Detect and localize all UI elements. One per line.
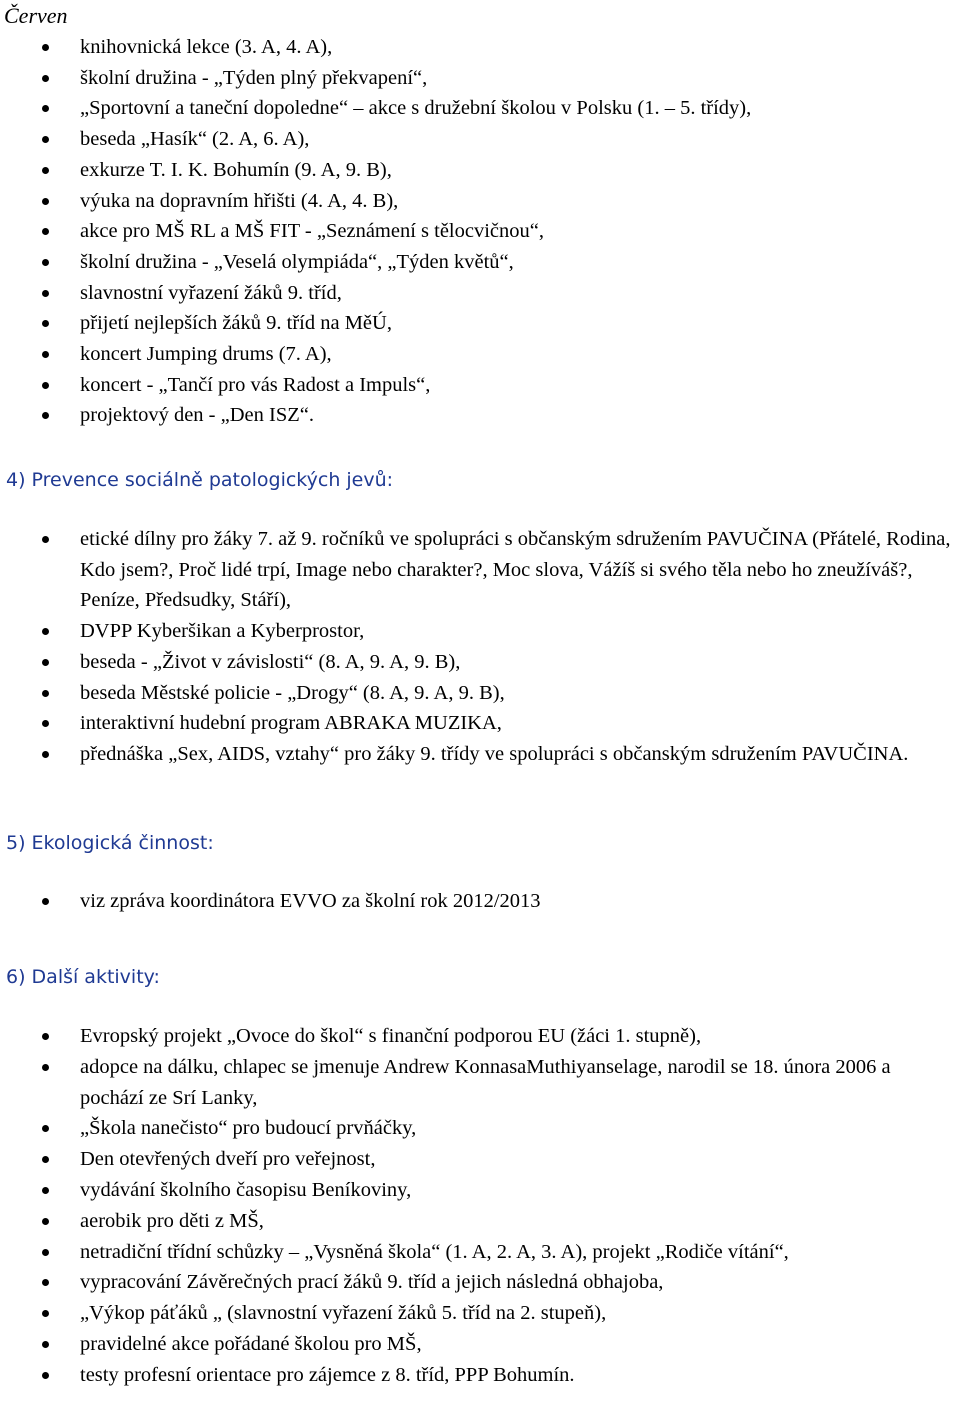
list-item: slavnostní vyřazení žáků 9. tříd, — [0, 278, 960, 309]
list-item: Den otevřených dveří pro veřejnost, — [0, 1144, 960, 1175]
list-item: „Výkop páťáků „ (slavnostní vyřazení žáků 5. tříd na 2. stupeň), — [0, 1298, 960, 1329]
list-item: knihovnická lekce (3. A, 4. A), — [0, 32, 960, 63]
section-heading-prevence: 4) Prevence sociálně patologických jevů: — [6, 469, 394, 491]
list-item: viz zpráva koordinátora EVVO za školní rok 2012/2013 — [0, 886, 960, 917]
list-item: „Škola nanečisto“ pro budoucí prvňáčky, — [0, 1113, 960, 1144]
list-item: interaktivní hudební program ABRAKA MUZIKA, — [0, 708, 960, 739]
list-item: beseda Městské policie - „Drogy“ (8. A, 9. A, 9. B), — [0, 678, 960, 709]
list-item: akce pro MŠ RL a MŠ FIT - „Seznámení s tělocvičnou“, — [0, 216, 960, 247]
list-item: pravidelné akce pořádané školou pro MŠ, — [0, 1329, 960, 1360]
list-item: etické dílny pro žáky 7. až 9. ročníků ve spolupráci s občanským sdružením PAVUČINA (Přátelé, Rodina, Kdo jsem?, Proč lidé trpí, Image nebo charakter?, Moc slova, Vážíš si svého těla nebo ho zneužíváš?, Peníze, Předsudky, Stáří), — [0, 524, 960, 616]
list-item: exkurze T. I. K. Bohumín (9. A, 9. B), — [0, 155, 960, 186]
section-heading-ekologicka: 5) Ekologická činnost: — [6, 832, 214, 854]
dalsi-list — [0, 1021, 960, 1391]
list-item: koncert - „Tančí pro vás Radost a Impuls“, — [0, 370, 960, 401]
ekologicka-list — [0, 886, 960, 917]
list-item: beseda „Hasík“ (2. A, 6. A), — [0, 124, 960, 155]
list-item: přednáška „Sex, AIDS, vztahy“ pro žáky 9. třídy ve spolupráci s občanským sdružením PAVUČINA. — [0, 739, 960, 770]
list-item: projektový den - „Den ISZ“. — [0, 400, 960, 431]
list-item: „Sportovní a taneční dopoledne“ – akce s družební školou v Polsku (1. – 5. třídy), — [0, 93, 960, 124]
prevence-list — [0, 524, 960, 770]
cerven-list — [0, 32, 960, 431]
list-item: beseda - „Život v závislosti“ (8. A, 9. A, 9. B), — [0, 647, 960, 678]
list-item: adopce na dálku, chlapec se jmenuje Andrew KonnasaMuthiyanselage, narodil se 18. února 2006 a pochází ze Srí Lanky, — [0, 1052, 960, 1114]
list-item: Evropský projekt „Ovoce do škol“ s finanční podporou EU (žáci 1. stupně), — [0, 1021, 960, 1052]
list-item: školní družina - „Veselá olympiáda“, „Týden květů“, — [0, 247, 960, 278]
list-item: testy profesní orientace pro zájemce z 8. tříd, PPP Bohumín. — [0, 1360, 960, 1391]
list-item: netradiční třídní schůzky – „Vysněná škola“ (1. A, 2. A, 3. A), projekt „Rodiče vítání“, — [0, 1237, 960, 1268]
list-item: aerobik pro děti z MŠ, — [0, 1206, 960, 1237]
section-heading-dalsi: 6) Další aktivity: — [6, 966, 160, 988]
list-item: přijetí nejlepších žáků 9. tříd na MěÚ, — [0, 308, 960, 339]
list-item: vypracování Závěrečných prací žáků 9. tříd a jejich následná obhajoba, — [0, 1267, 960, 1298]
list-item: výuka na dopravním hřišti (4. A, 4. B), — [0, 186, 960, 217]
list-item: DVPP Kyberšikan a Kyberprostor, — [0, 616, 960, 647]
month-heading: Červen — [4, 3, 68, 28]
list-item: vydávání školního časopisu Beníkoviny, — [0, 1175, 960, 1206]
list-item: školní družina - „Týden plný překvapení“, — [0, 63, 960, 94]
list-item: koncert Jumping drums (7. A), — [0, 339, 960, 370]
